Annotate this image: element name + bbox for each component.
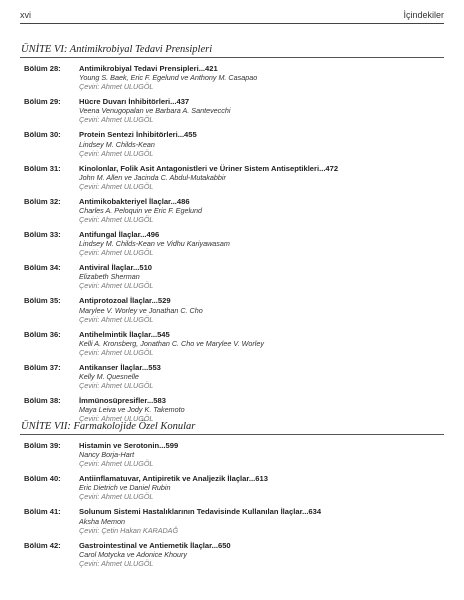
chapter-authors: Charles A. Peloquin ve Eric F. Egelund bbox=[79, 206, 203, 216]
unit-title: ÜNİTE VII: Farmakolojide Özel Konular bbox=[21, 421, 196, 432]
chapter-title: Hücre Duvarı İnhibitörleri...437 bbox=[79, 97, 190, 107]
chapter-title: Antiinflamatuvar, Antipiretik ve Analjezik İlaçlar...613 bbox=[79, 474, 268, 484]
chapter-details bbox=[79, 330, 444, 357]
chapter-details bbox=[79, 507, 444, 534]
chapter-number: Bölüm 41: bbox=[24, 507, 61, 517]
chapter-translator: Çeviri: Ahmet ULUGÖL bbox=[79, 414, 154, 424]
chapter-number: Bölüm 39: bbox=[24, 441, 61, 450]
chapter-authors: Eric Dietrich ve Daniel Rubin bbox=[79, 483, 171, 493]
chapter-entry bbox=[24, 64, 444, 91]
chapter-entry bbox=[24, 296, 444, 323]
chapter-translator: Çeviri: Çetin Hakan KARADAĞ bbox=[79, 525, 179, 535]
unit-divider bbox=[20, 57, 444, 58]
chapter-translator: Çeviri: Ahmet ULUGÖL bbox=[79, 181, 154, 191]
chapter-entry bbox=[24, 441, 444, 468]
chapter-details bbox=[79, 97, 444, 124]
chapter-translator: Çeviri: Ahmet ULUGÖL bbox=[79, 492, 154, 502]
page-number: xvi bbox=[20, 10, 31, 20]
chapter-entry bbox=[24, 363, 444, 390]
chapter-translator: Çeviri: Ahmet ULUGÖL bbox=[79, 281, 154, 291]
chapter-title: Antihelmintik İlaçlar...545 bbox=[79, 329, 170, 339]
chapter-translator: Çeviri: Ahmet ULUGÖL bbox=[79, 558, 154, 568]
chapter-title: Antimikrobiyal Tedavi Prensipleri...421 bbox=[79, 64, 218, 73]
chapter-title: Histamin ve Serotonin...599 bbox=[79, 441, 179, 450]
chapter-details bbox=[79, 441, 444, 468]
chapter-entry bbox=[24, 164, 444, 191]
chapter-details bbox=[79, 541, 444, 568]
chapter-entry bbox=[24, 197, 444, 224]
chapter-authors: Lindsey M. Childs-Kean bbox=[79, 139, 155, 149]
chapter-title: İmmünosüpresifler...583 bbox=[79, 396, 166, 406]
chapter-authors: John M. Allen ve Jacinda C. Abdul-Mutakabbir bbox=[79, 172, 226, 182]
chapter-entry bbox=[24, 130, 444, 157]
unit-title: ÜNİTE VI: Antimikrobiyal Tedavi Prensipleri bbox=[21, 44, 213, 55]
chapter-translator: Çeviri: Ahmet ULUGÖL bbox=[79, 115, 154, 125]
chapter-title: Antimikobakteriyel İlaçlar...486 bbox=[79, 196, 190, 206]
chapter-title: Antifungal İlaçlar...496 bbox=[79, 230, 160, 240]
chapter-translator: Çeviri: Ahmet ULUGÖL bbox=[79, 215, 154, 225]
chapter-details bbox=[79, 130, 444, 157]
chapter-translator: Çeviri: Ahmet ULUGÖL bbox=[79, 381, 154, 391]
chapter-number: Bölüm 37: bbox=[24, 362, 61, 372]
chapter-entry bbox=[24, 541, 444, 568]
chapter-details bbox=[79, 164, 444, 191]
chapter-entry bbox=[24, 507, 444, 534]
chapter-number: Bölüm 28: bbox=[24, 64, 61, 73]
chapter-number: Bölüm 29: bbox=[24, 97, 61, 107]
chapter-title: Protein Sentezi İnhibitörleri...455 bbox=[79, 130, 197, 140]
page-header bbox=[20, 6, 444, 22]
chapter-entry bbox=[24, 396, 444, 423]
chapter-authors: Maya Leiva ve Jody K. Takemoto bbox=[79, 405, 185, 415]
chapter-translator: Çeviri: Ahmet ULUGÖL bbox=[79, 347, 154, 357]
chapter-details bbox=[79, 296, 444, 323]
chapter-number: Bölüm 30: bbox=[24, 130, 61, 140]
chapter-authors: Lindsey M. Childs-Kean ve Vidhu Kariyawasam bbox=[79, 239, 230, 249]
chapter-authors: Marylee V. Worley ve Jonathan C. Cho bbox=[79, 305, 203, 315]
chapter-details bbox=[79, 197, 444, 224]
chapter-entry bbox=[24, 263, 444, 290]
chapter-entry bbox=[24, 230, 444, 257]
chapter-number: Bölüm 32: bbox=[24, 196, 61, 206]
header-divider bbox=[20, 23, 444, 24]
chapter-number: Bölüm 42: bbox=[24, 540, 61, 550]
chapter-number: Bölüm 40: bbox=[24, 474, 61, 484]
chapter-translator: Çeviri: Ahmet ULUGÖL bbox=[79, 82, 154, 92]
chapter-translator: Çeviri: Ahmet ULUGÖL bbox=[79, 314, 154, 324]
chapter-authors: Veena Venugopalan ve Barbara A. Santevecchi bbox=[79, 106, 231, 116]
chapter-title: Kinolonlar, Folik Asit Antagonistleri ve Üriner Sistem Antiseptikleri...472 bbox=[79, 163, 339, 173]
unit-section bbox=[20, 421, 444, 568]
chapter-translator: Çeviri: Ahmet ULUGÖL bbox=[79, 459, 154, 469]
chapter-number: Bölüm 34: bbox=[24, 263, 61, 273]
unit-divider bbox=[20, 434, 444, 435]
chapter-title: Antiprotozoal İlaçlar...529 bbox=[79, 296, 171, 306]
chapter-number: Bölüm 35: bbox=[24, 296, 61, 306]
chapter-number: Bölüm 33: bbox=[24, 230, 61, 240]
chapter-title: Antiviral İlaçlar...510 bbox=[79, 263, 153, 273]
chapter-details bbox=[79, 230, 444, 257]
chapter-title: Solunum Sistemi Hastalıklarının Tedavisinde Kullanılan İlaçlar...634 bbox=[79, 507, 322, 517]
chapter-title: Gastrointestinal ve Antiemetik İlaçlar...650 bbox=[79, 540, 231, 550]
chapter-details bbox=[79, 363, 444, 390]
chapter-details bbox=[79, 474, 444, 501]
chapter-translator: Çeviri: Ahmet ULUGÖL bbox=[79, 148, 154, 158]
chapter-details bbox=[79, 64, 444, 91]
chapter-number: Bölüm 38: bbox=[24, 396, 61, 406]
chapter-number: Bölüm 31: bbox=[24, 163, 61, 173]
chapter-authors: Young S. Baek, Eric F. Egelund ve Anthony M. Casapao bbox=[79, 73, 258, 83]
chapter-entry bbox=[24, 474, 444, 501]
unit-section bbox=[20, 44, 444, 423]
chapter-title: Antikanser İlaçlar...553 bbox=[79, 362, 161, 372]
section-title: İçindekiler bbox=[403, 10, 444, 20]
chapter-authors: Carol Motycka ve Adonice Khoury bbox=[79, 549, 187, 559]
chapter-authors: Nancy Borja-Hart bbox=[79, 450, 135, 460]
chapter-entry bbox=[24, 97, 444, 124]
chapter-number: Bölüm 36: bbox=[24, 329, 61, 339]
chapter-authors: Kelly M. Quesnelle bbox=[79, 372, 139, 382]
chapter-authors: Kelli A. Kronsberg, Jonathan C. Cho ve Marylee V. Worley bbox=[79, 338, 264, 348]
chapter-translator: Çeviri: Ahmet ULUGÖL bbox=[79, 248, 154, 258]
chapter-authors: Aksha Memon bbox=[79, 516, 125, 526]
chapter-details bbox=[79, 263, 444, 290]
chapter-entry bbox=[24, 330, 444, 357]
chapter-details bbox=[79, 396, 444, 423]
chapter-authors: Elizabeth Sherman bbox=[79, 272, 140, 282]
